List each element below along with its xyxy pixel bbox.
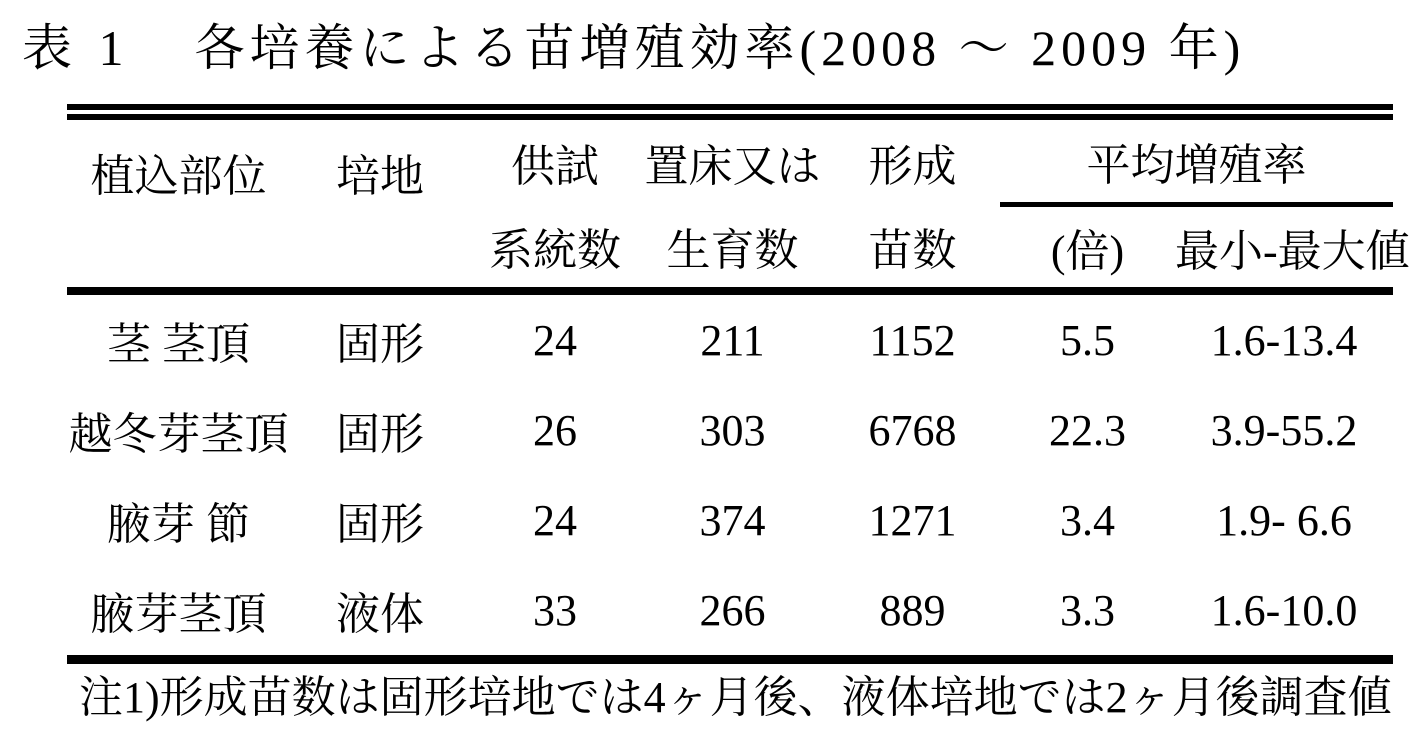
header-plated-line2: 生育数 <box>640 205 825 292</box>
cell-range: 3.9-55.2 <box>1210 405 1358 455</box>
cell-avg: 22.3 <box>1049 405 1126 455</box>
header-minmax: 最小-最大値 <box>1175 205 1393 292</box>
caption-text: 各培養による苗増殖効率(2008 〜 2009 年) <box>194 20 1246 76</box>
cell-part: 茎 茎頂 <box>107 320 250 369</box>
table-container <box>67 104 1410 729</box>
cell-avg: 3.4 <box>1060 495 1115 545</box>
data-table <box>67 120 1410 655</box>
cell-plated: 211 <box>700 315 765 365</box>
header-avg-unit: (倍) <box>1000 205 1175 292</box>
header-avg-rate: 平均増殖率 <box>1000 120 1393 205</box>
bottom-rule <box>67 655 1393 664</box>
cell-formed: 1271 <box>868 495 957 545</box>
cell-range: 1.6-13.4 <box>1210 315 1358 365</box>
header-row-1 <box>67 120 1393 205</box>
header-medium: 培地 <box>290 120 470 291</box>
cell-plated: 303 <box>699 405 766 455</box>
cell-medium: 固形 <box>336 500 424 549</box>
footnote: 注1)形成苗数は固形培地では4ヶ月後、液体培地では2ヶ月後調査値 <box>79 673 1392 722</box>
header-strains-line1: 供試 <box>511 142 599 192</box>
cell-part: 腋芽 節 <box>107 500 250 549</box>
cell-avg: 3.3 <box>1060 585 1115 635</box>
cell-medium: 固形 <box>336 410 424 459</box>
table-row <box>67 565 1393 655</box>
header-part: 植込部位 <box>67 120 290 291</box>
header-formed-line2: 苗数 <box>825 205 1000 292</box>
cell-strains: 24 <box>533 495 577 545</box>
cell-strains: 26 <box>533 405 577 455</box>
cell-avg: 5.5 <box>1060 315 1115 365</box>
cell-formed: 889 <box>879 585 946 635</box>
table-row <box>67 291 1393 385</box>
table-caption <box>0 0 1419 78</box>
header-formed-line1: 形成 <box>868 142 957 192</box>
table-number: 表 1 <box>22 20 131 76</box>
header-strains-line2: 系統数 <box>470 205 640 292</box>
header-plated-line1: 置床又は <box>644 142 821 192</box>
cell-strains: 33 <box>533 585 577 635</box>
table-row <box>67 475 1393 565</box>
cell-formed: 6768 <box>868 405 957 455</box>
cell-part: 腋芽茎頂 <box>90 590 267 639</box>
cell-medium: 液体 <box>336 590 424 639</box>
table-row <box>67 385 1393 475</box>
cell-range: 1.6-10.0 <box>1210 585 1358 635</box>
cell-plated: 374 <box>699 495 766 545</box>
top-double-rule <box>67 104 1393 120</box>
cell-medium: 固形 <box>336 320 424 369</box>
cell-formed: 1152 <box>869 315 956 365</box>
cell-plated: 266 <box>699 585 766 635</box>
cell-strains: 24 <box>533 315 577 365</box>
cell-range: 1.9- 6.6 <box>1216 495 1352 545</box>
cell-part: 越冬芽茎頂 <box>68 410 289 459</box>
